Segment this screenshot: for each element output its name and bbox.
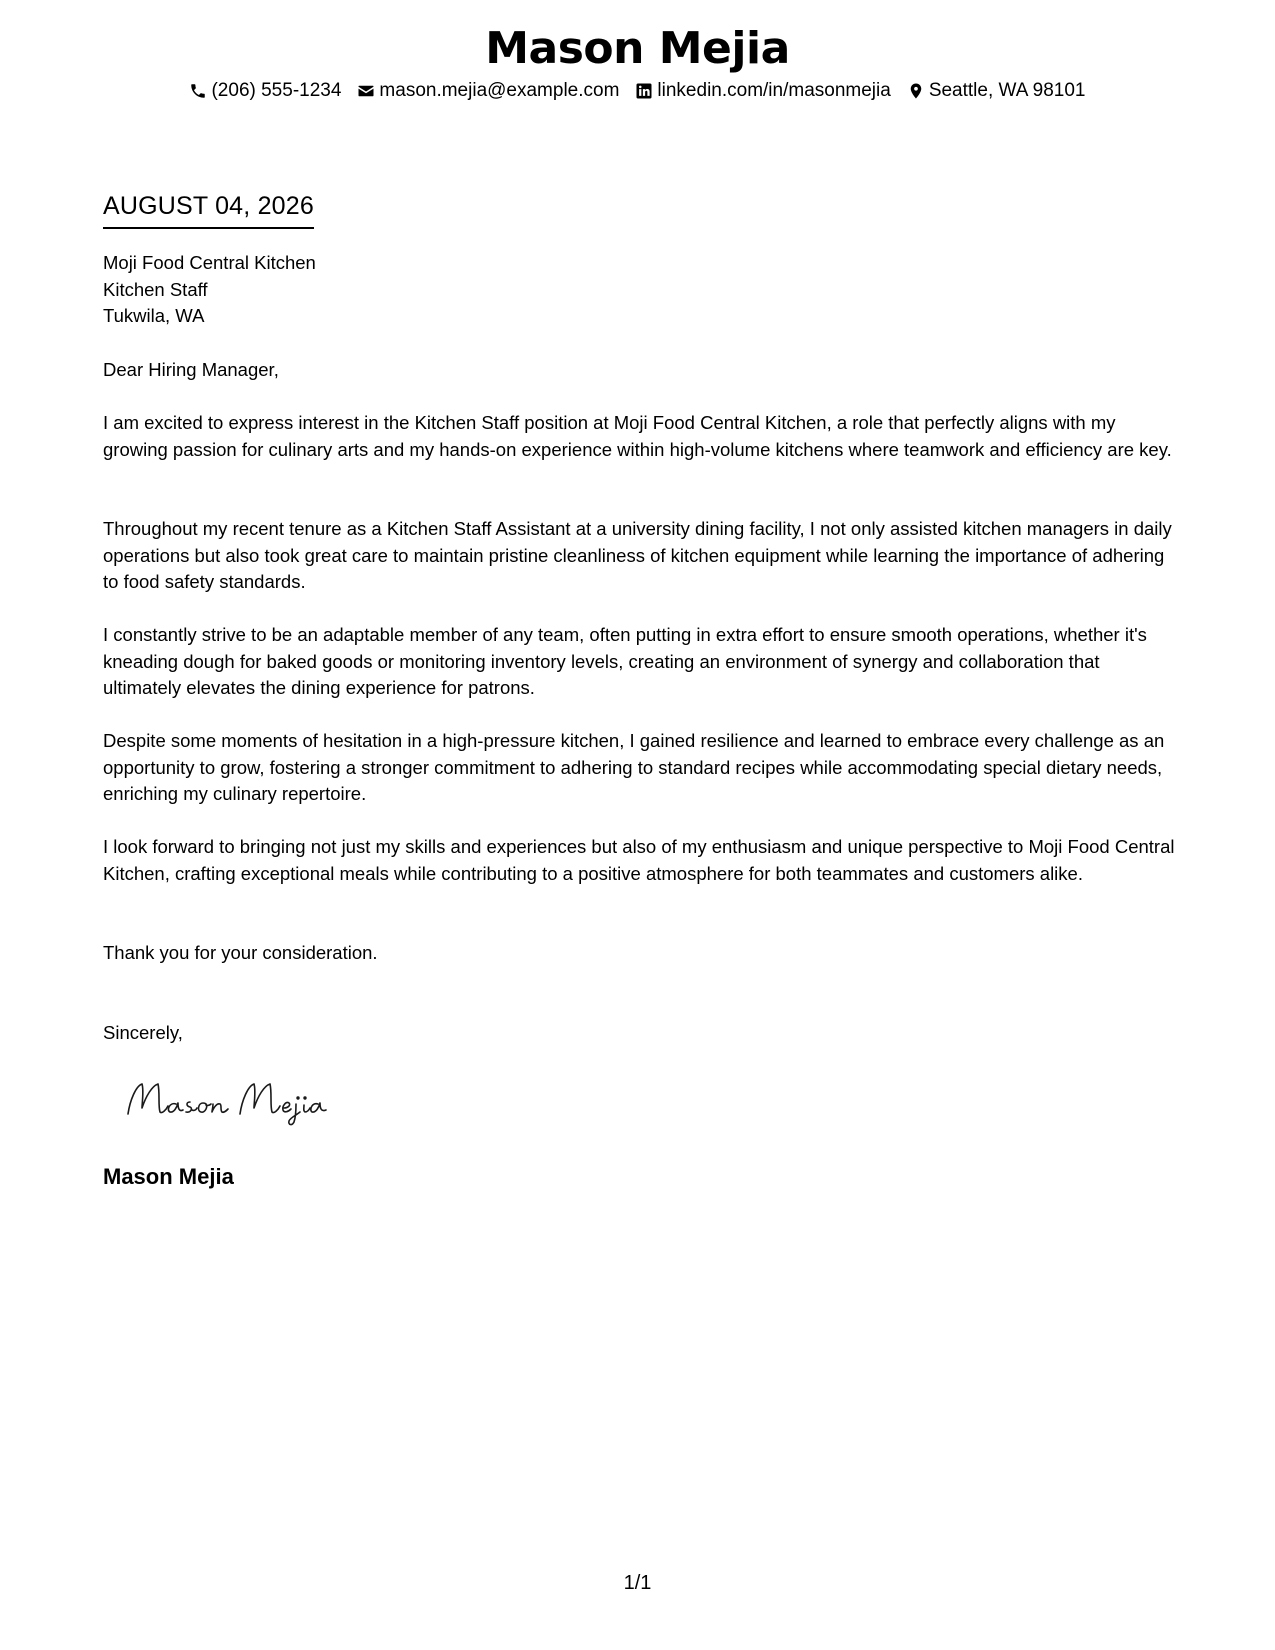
recipient-block <box>103 250 1178 330</box>
phone-text: (206) 555-1234 <box>211 80 342 101</box>
envelope-icon <box>357 82 375 100</box>
body-paragraph: Throughout my recent tenure as a Kitchen Staff Assistant at a university dining facility, I not only assisted kitchen managers in daily operations but also took great care to maintain pristine cleanliness of kitchen equipment while learning the importance of adhering to food safety standards. <box>103 518 1172 592</box>
phone-icon <box>189 82 207 100</box>
applicant-name-heading: Mason Mejia <box>485 23 790 74</box>
body-paragraph: Despite some moments of hesitation in a high-pressure kitchen, I gained resilience and learned to embrace every challenge as an opportunity to grow, fostering a stronger commitment to adhering to standard recipes while accommodating special dietary needs, enriching my culinary repertoire. <box>103 730 1165 804</box>
body-paragraph: I am excited to express interest in the Kitchen Staff position at Moji Food Central Kitchen, a role that perfectly aligns with my growing passion for culinary arts and my hands-on experience within high-volume kitchens where teamwork and efficiency are key. <box>103 412 1172 460</box>
body-paragraph: I constantly strive to be an adaptable member of any team, often putting in extra effort to ensure smooth operations, whether it's kneading dough for baked goods or monitoring inventory levels, creating an environment of synergy and collaboration that ultimately elevates the dining experience for patrons. <box>103 624 1147 698</box>
linkedin-icon <box>635 82 653 100</box>
map-pin-icon <box>907 82 925 100</box>
location-text: Seattle, WA 98101 <box>928 80 1086 101</box>
linkedin-text: linkedin.com/in/masonmejia <box>657 80 891 101</box>
handwritten-signature <box>120 1070 360 1130</box>
recipient-location: Tukwila, WA <box>103 305 205 326</box>
letter-date: AUGUST 04, 2026 <box>103 190 314 229</box>
contact-bar <box>0 78 1275 104</box>
closing-line: Sincerely, <box>103 1022 183 1043</box>
recipient-company: Moji Food Central Kitchen <box>103 252 316 273</box>
salutation: Dear Hiring Manager, <box>103 359 279 380</box>
signed-name: Mason Mejia <box>103 1164 234 1189</box>
contact-location <box>907 78 1086 104</box>
body-paragraph: I look forward to bringing not just my skills and experiences but also of my enthusiasm and unique perspective to Moji Food Central Kitchen, crafting exceptional meals while contributing to a positive atmosphere for both teammates and customers alike. <box>103 836 1175 884</box>
page-number: 1/1 <box>623 1572 652 1594</box>
contact-linkedin <box>635 78 890 104</box>
thanks-line: Thank you for your consideration. <box>103 942 378 963</box>
email-text: mason.mejia@example.com <box>379 80 620 101</box>
recipient-position: Kitchen Staff <box>103 278 208 300</box>
contact-email <box>357 78 619 104</box>
contact-phone <box>189 78 341 104</box>
